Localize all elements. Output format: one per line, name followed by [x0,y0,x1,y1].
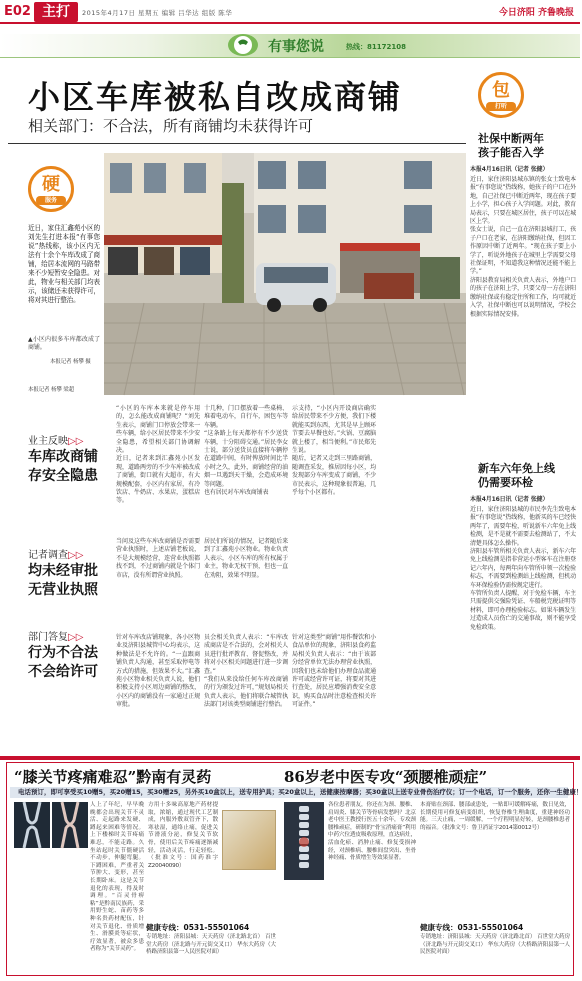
ad2-hotline: 健康专线：0531-55501064 [420,923,524,932]
intro-text: 近日，家住汇鑫苑小区的刘先生打进本报“有事您说”热线称，该小区内无法有十余个车库改成了商铺，给居本流网的马路带来不少短暂安全隐患。对此，物业与相关部门均表示，该储还未获得许可，将对其进行整治。 [28,224,100,304]
ad2-stores: 专销地址：济阳县城：天天药房（济北路北首） 百世堂大药房（济北路与开元街交叉口） 华东大药房（大桥路济阳县第一人民医院对面） [420,934,570,956]
ad2-para1: 各位患者朋友，你还在为颈、腰椎、肩周炎、膝关节等骨病发愁吗？北京老中医王教授行医五十余年，专攻颈腰椎顽症，研制的“骨宝消痛膏”利用中药穴位透皮吸收原理，直达病灶，活血化瘀、消肿止痛、修复受损神经，对颈椎病、腰椎间盘突出、坐骨神经痛、骨质增生等效果显著。 [328,802,416,862]
arrow-icon: ▷▷ [68,436,84,447]
badge-hard [28,166,74,212]
right-story1-body: 近日，家住济阳县城东镇的张女士致电本报“有事您说”热线称，她孩子的户口在外地，自己社保已中断近两年，现在孩子要上小学，担心孩子入学问题。对此，教育局表示，只要在城区居住，孩子可以在城区上学。 张女士说，自己一直在济阳县城打工，孩子户口在老家，在济阳缴纳社保，但因工作原因中断了近两年。“现在孩子要上小学了，听说外地孩子在城里上学需要父母社保证明，不知道我这种情况还能不能上学。” 济阳县教育局相关负责人表示，外地户口的孩子在济阳上学，只要父母一方在济阳缴纳社保或有稳定住所和工作，均可就近入学，社保中断也可以说明情况，学校会根据实际情况安排。 [470,176,576,318]
knee-xray-image [14,802,50,848]
ad1-para2: 方用十多味高原地产药材提取，浓缩，通过现代工艺制成，内服外敷双管齐下，散寒祛湿，通络止痛，促进关节滑液分泌，修复关节软骨，使用后关节疼痛逐渐减轻，活动灵活，行走轻松。（批准文号：国药准字Z20040090） [148,802,218,869]
section-label: 主打 [34,2,78,22]
left-head-owner: 车库改商铺 存安全隐患 [28,449,98,484]
divider [8,143,466,144]
left-head-reporter: 均未经审批 无营业执照 [28,563,98,598]
spine-image [284,802,324,880]
left-tag-reporter-text: 记者调查 [28,550,68,561]
body-col5: 居民们所说的情况，记者随后来到了汇鑫苑小区物业。物业负责人表示，小区车库的所有权属于业主，物业无权干预，但也一直在劝阻，效果不明显。 [204,538,288,579]
body-col2: 十几种，门口摆放着一些桌椅、堆着电动车，自行车，困包车等车辆。 “这条路上每天都停有不少送货车辆，十分阻碍交通。”居民李女士说，部分送货员直接将车辆停在道路中间，有时俾放时间比半小时之久，此外，商铺经营的油烟一旦遇到天干燥，会造成环境等问题。 也有居民对车库改商铺表 [204,405,288,497]
body-col4: 当问及这些车库改商铺是否需要营业执照时，上述店铺老板说，不是大规模经营，连营业执照都找不到，不过商铺内就是个体门市店，没有所谓营业执照。 [116,538,200,579]
arrow-icon: ▷▷ [68,550,84,561]
badge-hard-text: 硬 [42,174,60,195]
arrow-icon: ▷▷ [68,632,84,643]
badge-hard-sub: 服务 [36,196,66,205]
page-number: E02 [4,4,31,19]
news-photo [104,153,466,395]
main-subheadline: 相关部门：不合法，所有商铺均未获得许可 [28,117,314,135]
right-story1-title: 社保中断两年 孩子能否入学 [478,132,544,159]
photo-credit: 本报记者 杨攀 摄 [50,359,91,365]
ad1-hotline: 健康专线：0531-55501064 [146,923,250,932]
byline: 本报记者 杨攀 梁超 [28,387,74,393]
ad1-stores: 专销地址：济阳县城：天天药房（济北路北首） 百世堂大药房（济北路与开元街交叉口） 华东大药房（大桥路济阳县第一人民医院对面） [146,934,276,956]
left-tag-owner [28,432,83,447]
hotline-phone-icon [228,34,258,56]
right-story1-byline: 本报4月16日讯（记者 张健） [470,166,549,173]
body-col3: 示支持，“小区内开设商店确实给居民带来不少方便，我们下楼就能买到东西，尤其是早上顾环节要去早餐也好。”火锅、豆腐脑就上楼了，相当便利。”市民郑先生说。 随后，记者又走到三里路商铺，随调查采发，推居因每小区，均发现部分车库变成了商铺，不少市民表示，这种现象很普遍，几乎每个小区都有。 [292,405,376,497]
ad1-para1: 人上了年纪，早早晚晚都会出现关节不灵活、走起路来发硬、蹲起来困难等情况。上下楼梯时关节疼痛难忍，不能走路。久坐站起时关节僵硬活不动步，伸腿弯腿。下蹲困难，严重者关节肿大、变形，甚至长期卧床。这是关节退化的表现，得及时调理。“百灵骨痹粘”是黔南民族药，采用野生蛇、苗药等多种名贵药材配伍，针对关节退化、骨质增生、滑膜炎等症状，疗效显著，被众多患者称为“关节灵药”。 [90,802,144,953]
hotline-number: 热线：81172108 [346,43,406,51]
left-tag-dept-text: 部门答复 [28,632,68,643]
body-col7: 员会相关负责人表示：“车库改成商店是不合法的，会对相关人员进行批评教育、督促整改，并将对小区相关问题进行进一步调查。” “我们从来没给任何车库改商铺的行为颁发过许可，”规划局相关负责人表示，他们将联合城管执法部门对该类型商铺进行整治。 [204,634,288,709]
badge-bao [478,72,524,118]
badge-bao-text: 包 [492,80,510,101]
right-story2-body: 近日，家住济阳县城的市民李先生致电本报“有事您说”热线称，他新买的车已经快两年了，需要年检，听说新车六年免上线检测，是不是就不需要去检测站了，不太清楚具体怎么操作。 济阳县车管所相关负责人表示，新车六年免上线检测是指非营运小型客车在注册登记六年内，每两年向车管所申领一次检验标志，不需要到检测站上线检测，但机动车环保检验仍需按规定进行。 车管所负责人提醒，对于免检车辆，车主只需提供交强险凭证、车船税完税证明等材料，即可办理检验标志。如果车辆发生过造成人员伤亡的交通事故，则不能享受免检政策。 [470,506,576,631]
ad-offer-banner: 电话预订，即可享受买10赠5，买20赠15，买30赠25，另外买10盒以上，送专用护具；买20盒以上，送健康按摩器；买30盒以上送专业骨伤治疗仪；订一个电话，订一个服务，还你一生健康！ [10,787,568,798]
body-col1: “小区的车库本来就是停车用的，怎么能改成商铺呢？”刘先生表示，商铺门口停放会带来一些车辆，给小区居民带来不少安全隐患，希望相关部门协调解决。 近日，记者来到汇鑫苑小区发现，道路两旁的不少车库被改成了商铺，街口就有大超市，有大规模配套，小区内有家居，有冷饮店、牛奶店、水果店，蛋糕店等。 [116,405,200,505]
left-tag-reporter [28,546,83,561]
right-story2-byline: 本报4月16日讯（记者 张健） [470,496,549,503]
masthead: 今日济阳 齐鲁晚报 [498,8,574,18]
knee-xray-image-2 [52,802,88,848]
main-headline: 小区车库被私自改成商铺 [28,78,403,116]
ad2-title: 86岁老中医专攻“颈腰椎顽症” [284,768,488,786]
left-head-dept: 行为不合法 不会给许可 [28,645,98,680]
body-col6: 针对车库改店铺现象，各小区物业及济阳县城管中心均表示，这种做法是不允许的。“一直跟商铺负责人沟通，甚至采取停电等方式的措施，但效果不大。”汇鑫苑小区物业相关负责人说，他们积极支持小区周边商铺的整改，小区内的商铺没有一家通过正规审批。 [116,634,200,709]
left-tag-dept [28,628,83,643]
ad1-title: “膝关节疼痛难忍”黔南有灵药 [14,768,212,786]
date-line: 2015年4月17日 星期五 编辑 吕华达 组版 陈华 [82,9,233,17]
ad-top-bar [0,756,580,760]
right-story2-title: 新车六年免上线 仍需要环检 [478,462,555,489]
badge-bao-sub: 打听 [486,102,516,111]
ad2-para2: 本膏贴在颈部、腰部或患处，一贴即可缓解疼痛，数日见效，长期使用可修复病变组织，恢复脊椎生理曲度，重建神经功能。三天止痛，一周缓解，一个疗程明显好转，是颈腰椎患者的福音。（批准文号：鲁卫消证字2014第0012号） [420,802,570,831]
hotline-title: 有事您说 [268,39,324,55]
street-scene-illustration [104,153,466,395]
product-box-image [222,810,276,870]
body-spacer [292,538,376,630]
body-col8: 针对这类型“商铺”用作餐饮和小食品单位的现象，济阳县食药监局相关负责人表示：“由于该部分经营单位无法办理营业执照，因我们也未给他们办理食品流通许可或经营许可证，将要对其进行查处，居民应增强消费安全意识，购买食品时注意检查相关许可证件。” [292,634,376,709]
left-tag-owner-text: 业主反映 [28,436,68,447]
photo-caption: ▲小区内很多车库都改成了商铺。 [28,336,100,352]
